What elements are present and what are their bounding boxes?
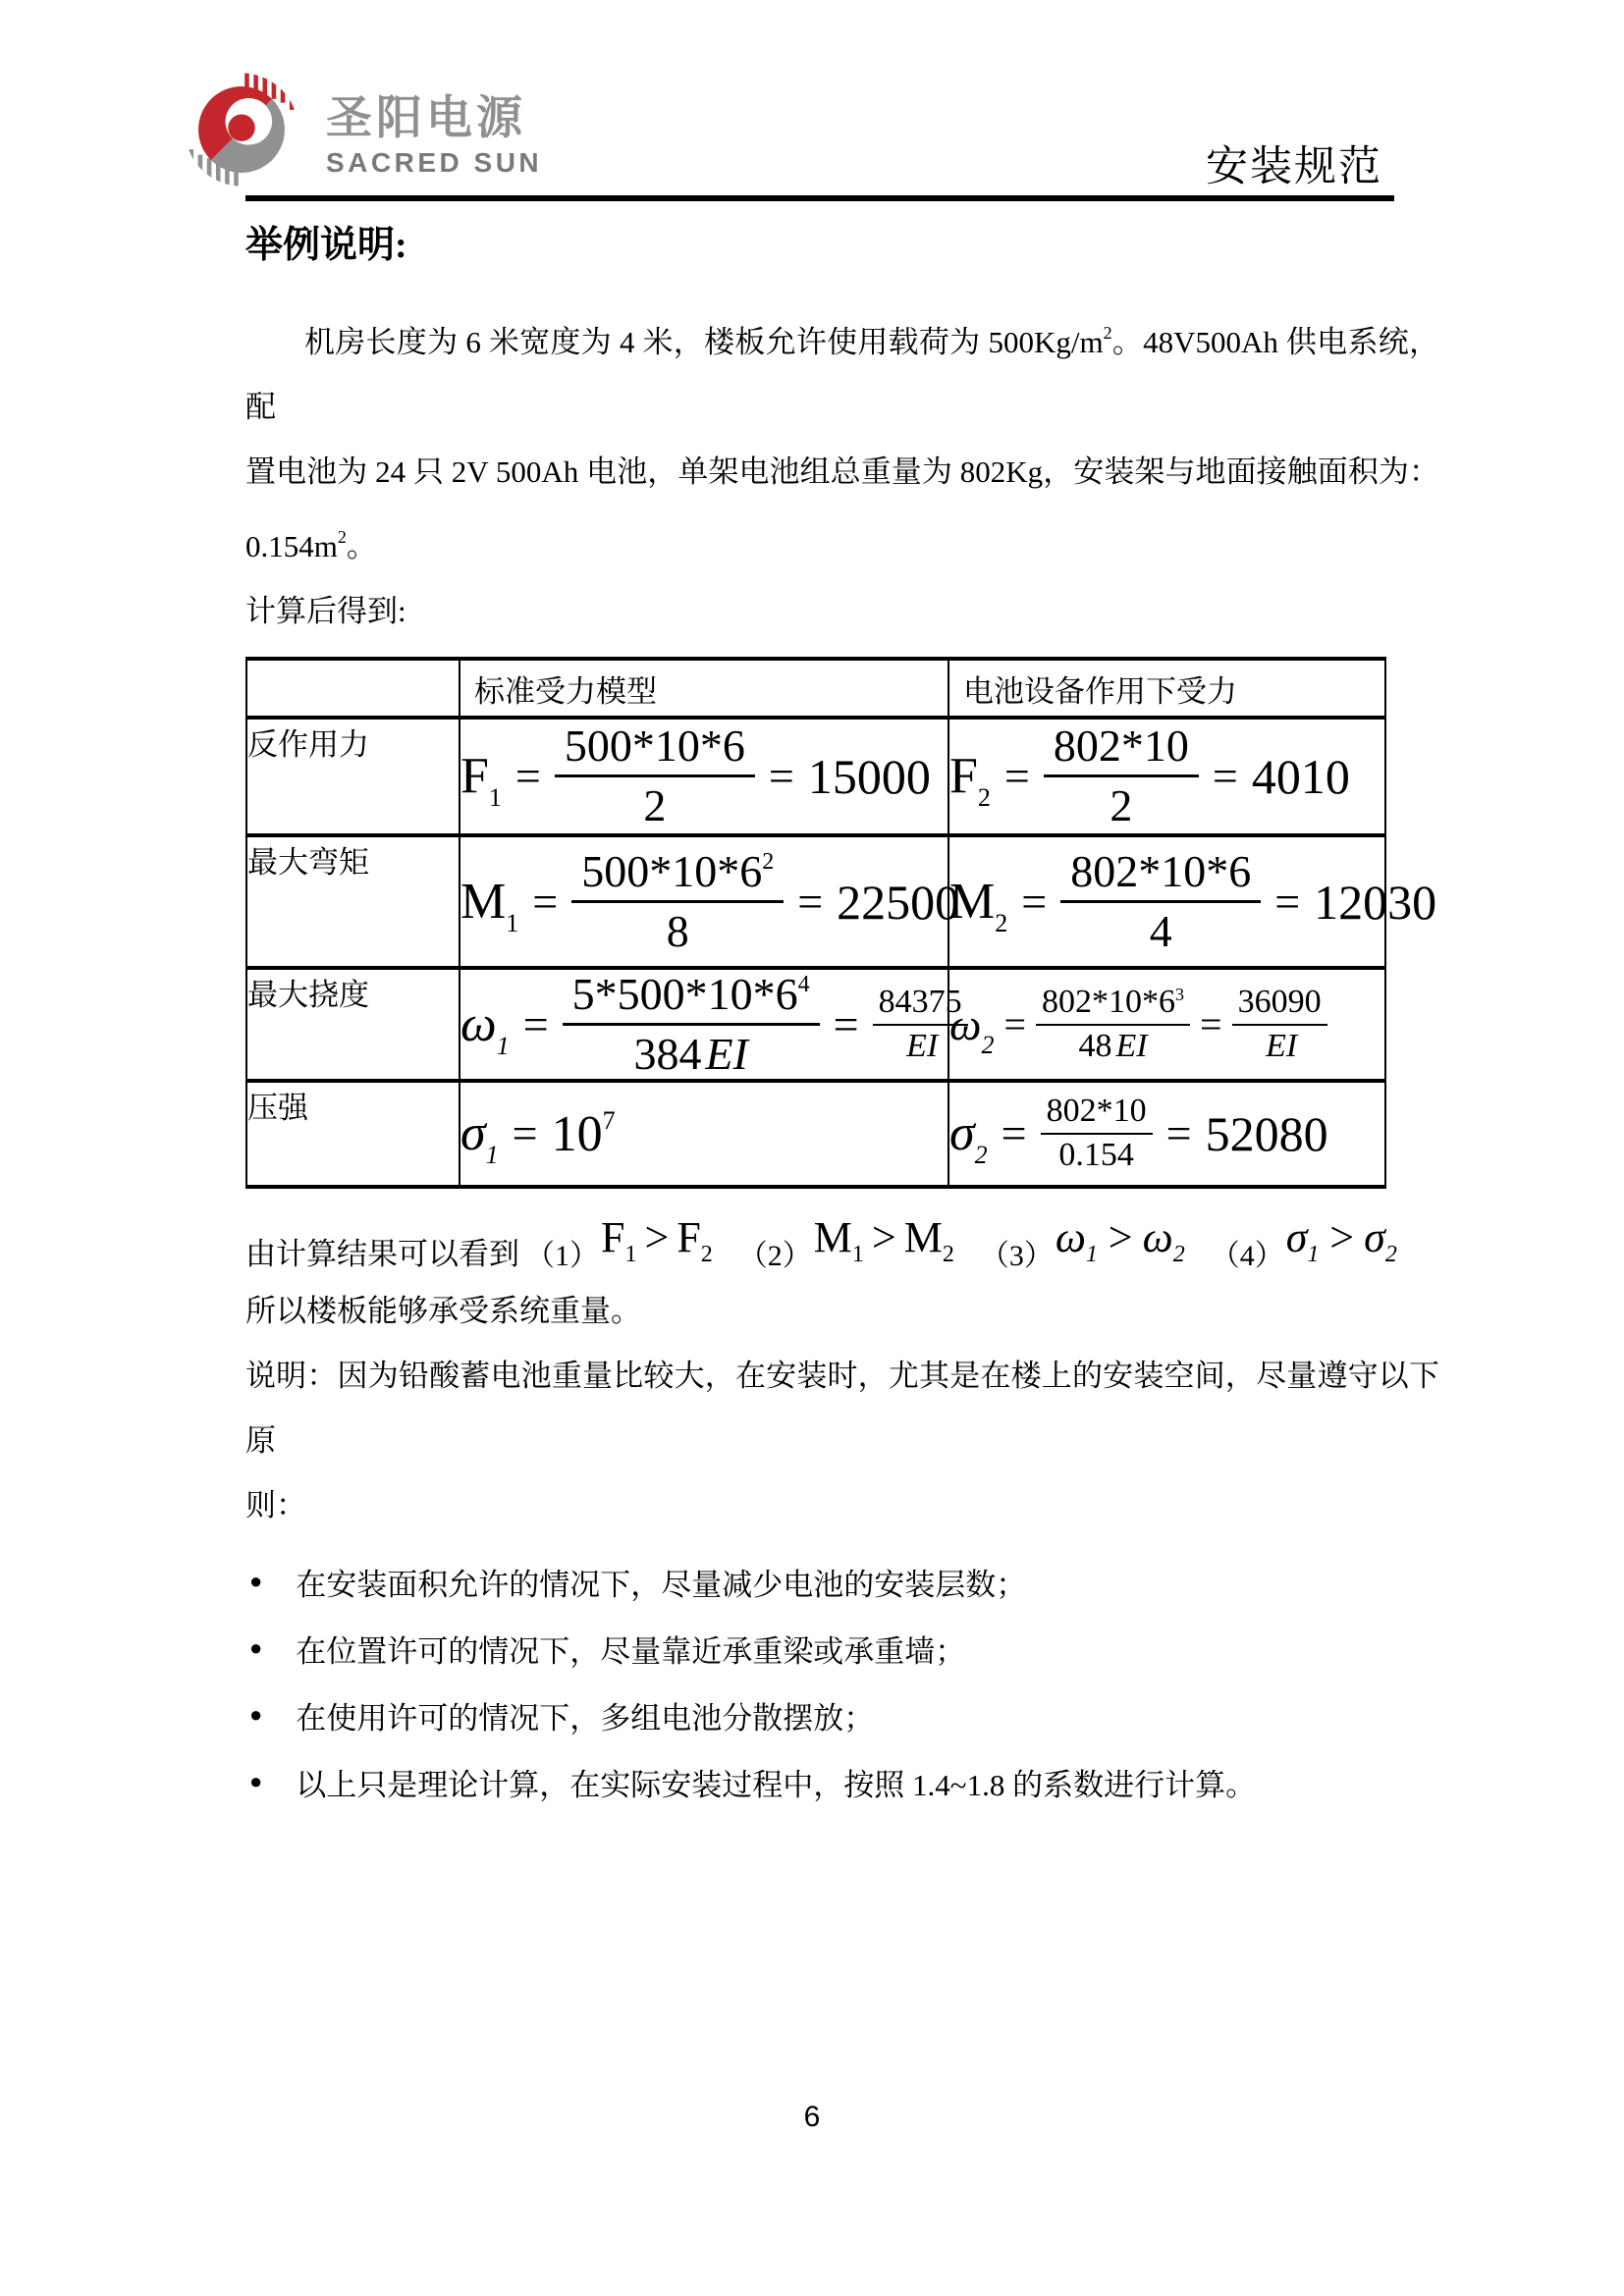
intro-line-1-tail: 。48V500Ah 供电系统，配 [245, 325, 1439, 424]
table-row-deflection [246, 968, 1385, 1081]
comparison-f: $F_1 > F_2$ [601, 1212, 713, 1267]
formula-m1: $M_1$ = $\frac{500*10*6^2}{8}$ = 22500 [460, 835, 948, 968]
note-line-2: 则： [245, 1488, 306, 1522]
note-paragraph [245, 1344, 1439, 1538]
content-column [245, 220, 1439, 1815]
intro-line-2: 置电池为 24 只 2V 500Ah 电池，单架电池组总重量为 802Kg，安装架与地面接触面积为： [245, 454, 1439, 489]
row-label-moment: 最大弯矩 [246, 835, 460, 968]
header-rule [245, 195, 1394, 201]
logo-text-block [326, 91, 543, 178]
formula-f1: $F_1$ = $\frac{500*10*6}{2}$ = 15000 [460, 718, 948, 835]
formula-m2: $M_2$ = $\frac{802*10*6}{4}$ = 12030 [948, 835, 1385, 968]
logo-english: SACRED SUN [326, 147, 543, 178]
bullet-item [245, 1548, 1439, 1615]
bullet-item [245, 1615, 1439, 1682]
conclusion-line [245, 1208, 1439, 1279]
doc-title: 安装规范 [1206, 144, 1382, 190]
formula-omega1: $\omega_1$ = $\frac{5*500*10*6^4}{384EI}$ = $\frac{84375}{EI}$ [460, 968, 948, 1081]
formula-omega2: $\omega_2$ = $\frac{802*10*6^3}{48 EI}$ = $\frac{36090}{EI}$ [948, 968, 1385, 1081]
table-row-reaction [246, 718, 1385, 835]
intro-line-3: $0.154m^2$。 [245, 527, 377, 563]
formula-sigma2: $\sigma_2$ = $\frac{802*10}{0.154}$ = 52080 [948, 1081, 1385, 1187]
sun-swirl-logo-icon [179, 67, 304, 192]
bullet-item [245, 1682, 1439, 1748]
company-logo [179, 67, 304, 197]
table-row-moment [246, 835, 1385, 968]
intro-paragraph [245, 300, 1439, 644]
header-standard-model: 标准受力模型 [460, 659, 948, 718]
item-index: （4） [1210, 1240, 1284, 1272]
bullet-text: 以上只是理论计算，在实际安装过程中，按照 1.4~1.8 的系数进行计算。 [296, 1767, 1257, 1802]
table-row-pressure [246, 1081, 1385, 1187]
formula-sigma1: $\sigma_1$ = $10^7$ [460, 1081, 948, 1187]
item-index: （1） [525, 1240, 599, 1272]
conclusion-line-2: 所以楼板能够承受系统重量。 [245, 1294, 641, 1328]
bullet-item [245, 1748, 1439, 1815]
item-index: （2） [737, 1240, 812, 1272]
section-title: 举例说明: [245, 225, 407, 266]
item-index: （3） [979, 1240, 1054, 1272]
intro-line-4: 计算后得到: [245, 594, 406, 628]
bullet-text: 在安装面积允许的情况下，尽量减少电池的安装层数； [296, 1567, 1027, 1602]
header-battery-load: 电池设备作用下受力 [948, 659, 1385, 718]
header-empty-cell [246, 659, 460, 718]
table-header-row [246, 659, 1385, 718]
page-number: 6 [803, 2101, 821, 2133]
row-label-reaction: 反作用力 [246, 718, 460, 835]
bullet-marker-icon: ● [249, 1635, 263, 1660]
comparison-sigma: $\sigma_1 > \sigma_2$ [1285, 1212, 1397, 1267]
bullet-list [245, 1548, 1439, 1815]
note-line-1: 说明：因为铅酸蓄电池重量比较大，在安装时，尤其是在楼上的安装空间，尽量遵守以下原 [245, 1359, 1439, 1458]
calc-table [245, 657, 1437, 1189]
row-label-pressure: 压强 [246, 1081, 460, 1187]
comparison-m: $M_1 > M_2$ [813, 1212, 954, 1267]
intro-line-1-text: 机房长度为 6 米宽度为 4 米，楼板允许使用载荷为 500Kg/m [304, 325, 1104, 359]
comparison-omega: $\omega_1 > \omega_2$ [1055, 1212, 1185, 1267]
conclusion-lead: 由计算结果可以看到 [245, 1236, 519, 1271]
intro-line-1 [245, 300, 1439, 440]
logo-chinese: 圣阳电源 [326, 91, 526, 143]
bullet-marker-icon: ● [249, 1569, 263, 1593]
bullet-marker-icon: ● [249, 1702, 263, 1727]
row-label-deflection: 最大挠度 [246, 968, 460, 1081]
superscript-2: 2 [1103, 323, 1112, 343]
formula-f2: $F_2$ = $\frac{802*10}{2}$ = 4010 [948, 718, 1385, 835]
superscript-2: 2 [337, 527, 347, 547]
bullet-text: 在使用许可的情况下，多组电池分散摆放； [296, 1700, 875, 1735]
bullet-marker-icon: ● [249, 1769, 263, 1793]
bullet-text: 在位置许可的情况下，尽量靠近承重梁或承重墙； [296, 1633, 966, 1669]
